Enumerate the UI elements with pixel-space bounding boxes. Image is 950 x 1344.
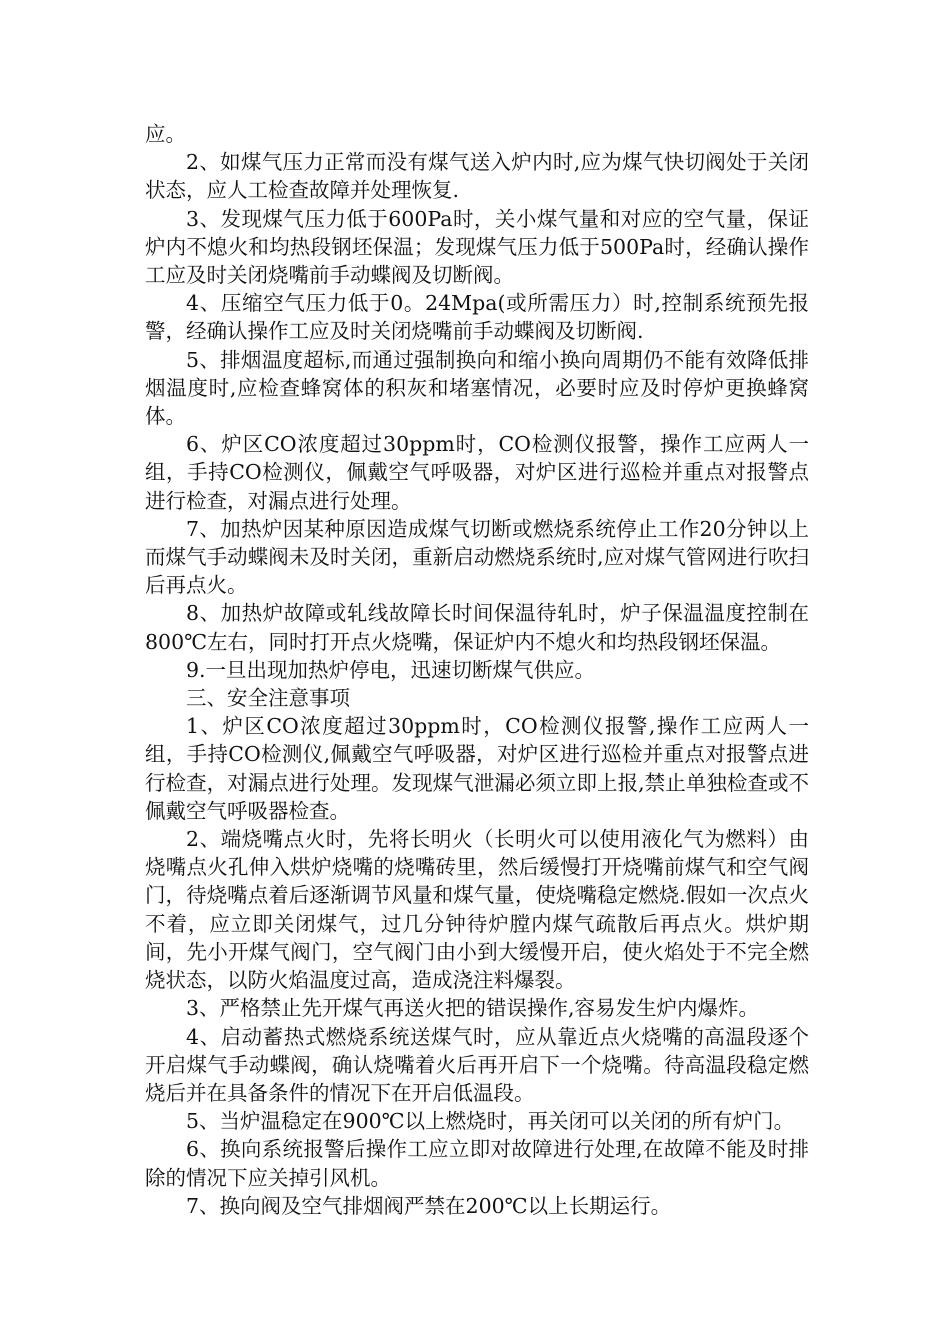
- safety-item-1: 1、炉区CO浓度超过30ppm时，CO检测仪报警,操作工应两人一组，手持CO检测仪,佩戴空气呼吸器，对炉区进行巡检并重点对报警点进行检查，对漏点进行处理。发现煤气泄漏必须立即上报,禁止单独检查或不佩戴空气呼吸器检查。: [145, 714, 809, 823]
- paragraph-item-4: 4、压缩空气压力低于0。24Mpa(或所需压力）时,控制系统预先报警，经确认操作工应及时关闭烧嘴前手动蝶阀及切断阀.: [145, 291, 809, 344]
- paragraph-continuation: 应。: [145, 122, 186, 146]
- safety-item-2: 2、端烧嘴点火时，先将长明火（长明火可以使用液化气为燃料）由烧嘴点火孔伸入烘炉烧嘴的烧嘴砖里，然后缓慢打开烧嘴前煤气和空气阀门，待烧嘴点着后逐渐调节风量和煤气量，使烧嘴稳定燃烧.假如一次点火不着，应立即关闭煤气，过几分钟待炉膛内煤气疏散后再点火。烘炉期间，先小开煤气阀门，空气阀门由小到大缓慢开启，使火焰处于不完全燃烧状态，以防火焰温度过高，造成浇注料爆裂。: [145, 827, 809, 993]
- safety-item-4: 4、启动蓄热式燃烧系统送煤气时，应从靠近点火烧嘴的高温段逐个开启煤气手动蝶阀，确认烧嘴着火后再开启下一个烧嘴。待高温段稳定燃烧后并在具备条件的情况下在开启低温段。: [145, 1024, 809, 1105]
- paragraph-item-6: 6、炉区CO浓度超过30ppm时，CO检测仪报警，操作工应两人一组，手持CO检测仪，佩戴空气呼吸器，对炉区进行巡检并重点对报警点进行检查，对漏点进行处理。: [145, 432, 809, 513]
- safety-item-3: 3、严格禁止先开煤气再送火把的错误操作,容易发生炉内爆炸。: [186, 996, 760, 1021]
- section-heading-safety: 三、安全注意事项: [186, 686, 350, 711]
- paragraph-item-5: 5、排烟温度超标,而通过强制换向和缩小换向周期仍不能有效降低排烟温度时,应检查蜂窝体的积灰和堵塞情况，必要时应及时停炉更换蜂窝体。: [145, 347, 809, 429]
- paragraph-item-3: 3、发现煤气压力低于600Pa时，关小煤气量和对应的空气量，保证炉内不熄火和均热段钢坯保温；发现煤气压力低于500Pa时，经确认操作工应及时关闭烧嘴前手动蝶阀及切断阀。: [145, 206, 809, 288]
- paragraph-item-2: 2、如煤气压力正常而没有煤气送入炉内时,应为煤气快切阀处于关闭状态，应人工检查故障并处理恢复.: [145, 150, 809, 203]
- safety-item-7: 7、换向阀及空气排烟阀严禁在200℃以上长期运行。: [186, 1193, 672, 1218]
- safety-item-5: 5、当炉温稳定在900℃以上燃烧时，再关闭可以关闭的所有炉门。: [186, 1109, 795, 1134]
- document-body: [145, 120, 809, 1220]
- safety-item-6: 6、换向系统报警后操作工应立即对故障进行处理,在故障不能及时排除的情况下应关掉引风机。: [145, 1137, 809, 1190]
- paragraph-item-7: 7、加热炉因某种原因造成煤气切断或燃烧系统停止工作20分钟以上而煤气手动蝶阀未及时关闭，重新启动燃烧系统时,应对煤气管网进行吹扫后再点火。: [145, 516, 809, 598]
- paragraph-item-8: 8、加热炉故障或轧线故障长时间保温待轧时，炉子保温温度控制在800℃左右，同时打开点火烧嘴，保证炉内不熄火和均热段钢坯保温。: [145, 601, 809, 654]
- paragraph-item-9: 9.一旦出现加热炉停电，迅速切断煤气供应。: [186, 657, 596, 682]
